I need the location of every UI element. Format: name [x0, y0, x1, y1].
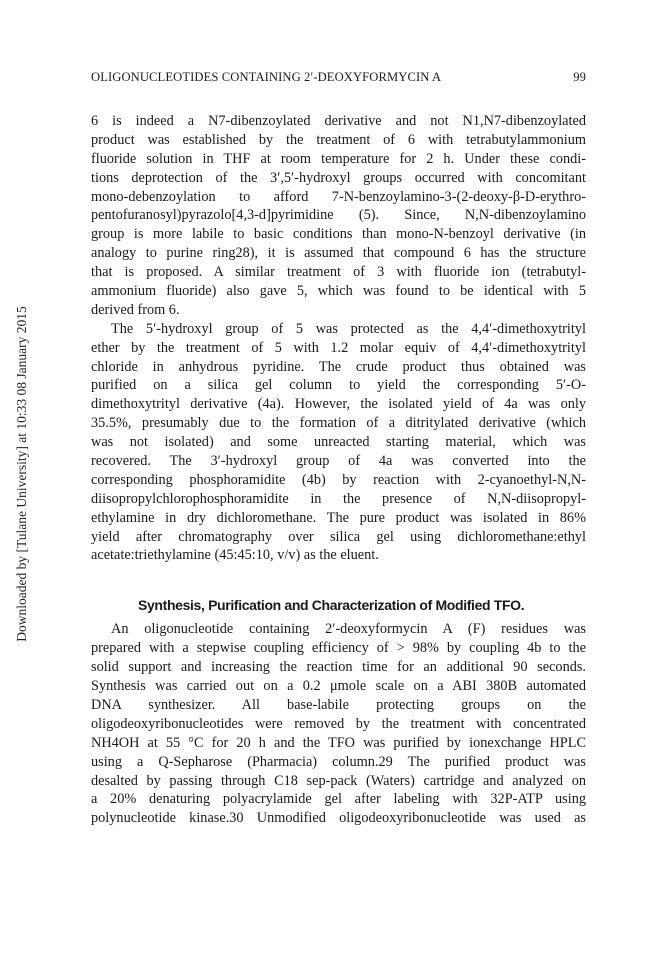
text-line: product was established by the treatment of 6 with tetrabutylammonium	[91, 131, 586, 148]
text-line: yield after chromatography over silica gel using dichloromethane:ethyl	[91, 528, 586, 545]
download-note: Downloaded by [Tulane University] at 10:33 08 January 2015	[14, 306, 29, 642]
page-number: 99	[573, 70, 586, 84]
text-line: solid support and increasing the reaction time for an additional 90 seconds.	[91, 659, 586, 676]
text-line: polynucleotide kinase.30 Unmodified oligodeoxyribonucleotide was used as	[91, 810, 586, 827]
text-line: analogy to purine ring28), it is assumed that compound 6 has the structure	[91, 245, 586, 262]
text-line: dimethoxytrityl derivative (4a). However, the isolated yield of 4a was only	[91, 396, 586, 413]
text-line: a 20% denaturing polyacrylamide gel after labeling with 32P-ATP using	[91, 791, 586, 808]
section-heading: Synthesis, Purification and Characterization of Modified TFO.	[138, 597, 525, 614]
text-line: pentofuranosyl)pyrazolo[4,3-d]pyrimidine (5). Since, N,N-dibenzoylamino	[91, 207, 586, 224]
running-header	[91, 70, 586, 90]
text-line: chloride in anhydrous pyridine. The crude product thus obtained was	[91, 358, 586, 375]
text-line: fluoride solution in THF at room temperature for 2 h. Under these condi-	[91, 150, 586, 167]
text-line: An oligonucleotide containing 2′-deoxyformycin A (F) residues was	[111, 621, 586, 638]
paragraph-3	[91, 620, 586, 828]
text-line: purified on a silica gel column to yield the corresponding 5′-O-	[91, 377, 586, 394]
text-line: prepared with a stepwise coupling efficiency of > 98% by coupling 4b to the	[91, 640, 586, 657]
text-line: ether by the treatment of 5 with 1.2 molar equiv of 4,4′-dimethoxytrityl	[91, 339, 586, 356]
text-line: desalted by passing through C18 sep-pack (Waters) cartridge and analyzed on	[91, 772, 586, 789]
text-line: ethylamine in dry dichloromethane. The pure product was isolated in 86%	[91, 509, 586, 526]
body-text	[91, 112, 586, 828]
paragraph-1	[91, 112, 586, 320]
section-gap	[91, 565, 586, 595]
text-line: DNA synthesizer. All base-labile protecting groups on the	[91, 696, 586, 713]
paragraph-2	[91, 320, 586, 566]
text-line: The 5′-hydroxyl group of 5 was protected as the 4,4′-dimethoxytrityl	[111, 320, 586, 337]
text-line: oligodeoxyribonucleotides were removed by the treatment with concentrated	[91, 715, 586, 732]
text-line: was not isolated) and some unreacted starting material, which was	[91, 434, 586, 451]
text-line: derived from 6.	[91, 301, 180, 318]
text-line: 35.5%, presumably due to the formation of a ditritylated derivative (which	[91, 415, 586, 432]
text-line: ammonium fluoride) also gave 5, which was found to be identical with 5	[91, 283, 586, 300]
text-line: that is proposed. A similar treatment of 3 with fluoride ion (tetrabutyl-	[91, 264, 586, 281]
text-line: corresponding phosphoramidite (4b) by reaction with 2-cyanoethyl-N,N-	[91, 471, 586, 488]
text-line: recovered. The 3′-hydroxyl group of 4a was converted into the	[91, 453, 586, 470]
text-line: NH4OH at 55 °C for 20 h and the TFO was purified by ionexchange HPLC	[91, 734, 586, 751]
text-line: 6 is indeed a N7-dibenzoylated derivative and not N1,N7-dibenzoylated	[91, 113, 586, 129]
text-line: acetate:triethylamine (45:45:10, v/v) as the eluent.	[91, 547, 379, 564]
text-line: group is more labile to basic conditions than mono-N-benzoyl derivative (in	[91, 226, 586, 243]
text-line: Synthesis was carried out on a 0.2 μmole scale on a ABI 380B automated	[91, 678, 586, 695]
text-line: using a Q-Sepharose (Pharmacia) column.29 The purified product was	[91, 753, 586, 770]
text-line: tions deprotection of the 3′,5′-hydroxyl groups occurred with concomitant	[91, 169, 586, 186]
text-line: mono-debenzoylation to afford 7-N-benzoylamino-3-(2-deoxy-β-D-erythro-	[91, 188, 586, 205]
running-title: OLIGONUCLEOTIDES CONTAINING 2′-DEOXYFORMYCIN A	[91, 70, 442, 84]
text-line: diisopropylchlorophosphoramidite in the presence of N,N-diisopropyl-	[91, 490, 586, 507]
